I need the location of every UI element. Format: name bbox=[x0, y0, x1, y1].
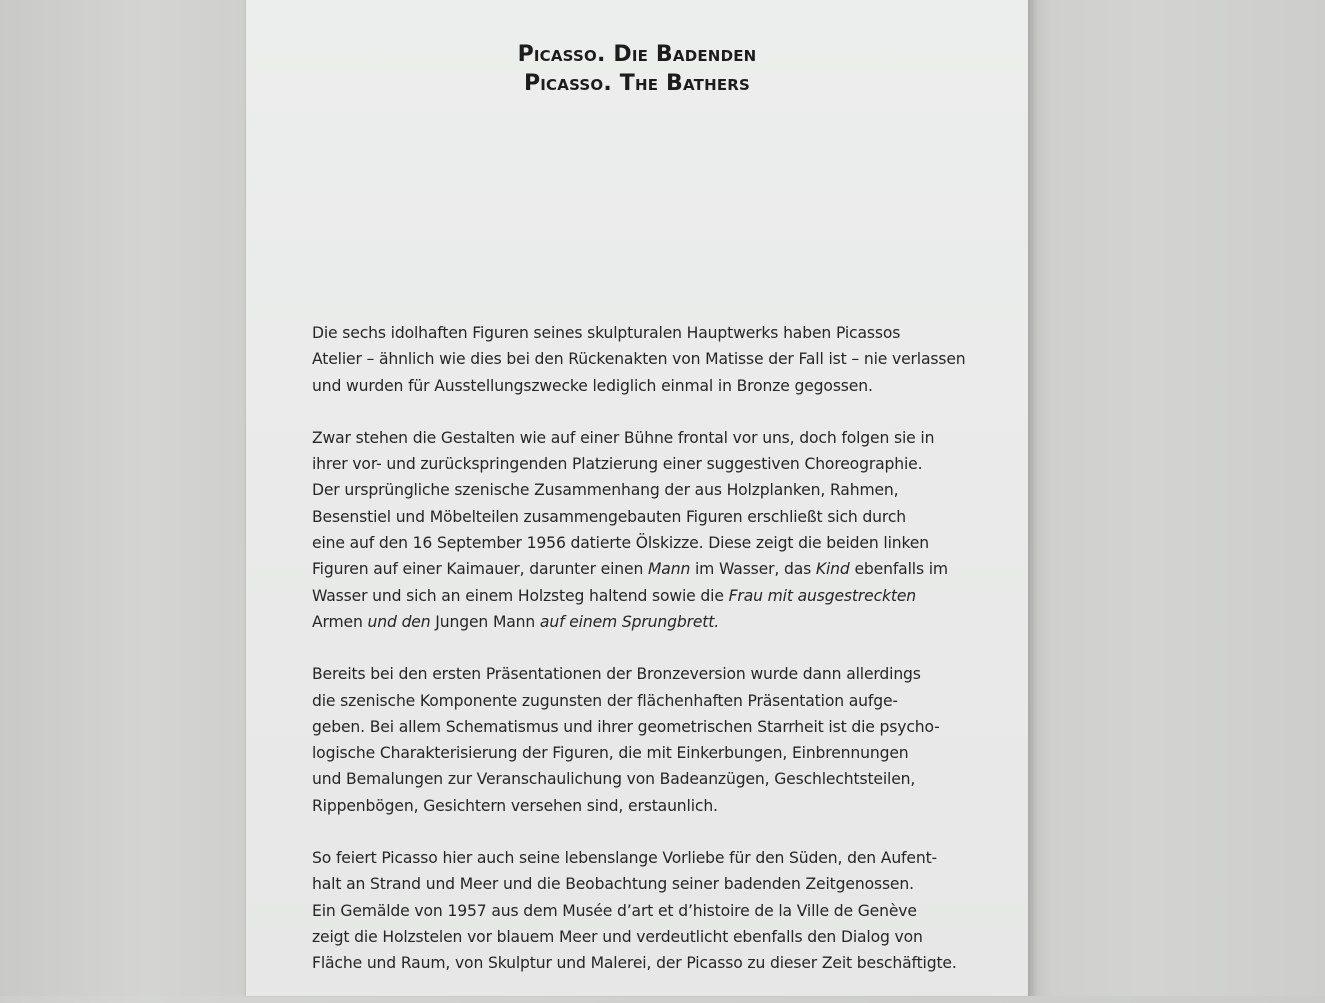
label-text-line bbox=[312, 793, 982, 819]
label-text-line bbox=[312, 661, 982, 687]
text-segment: die szenische Komponente zugunsten der flächenhaften Präsentation aufge- bbox=[312, 691, 898, 710]
label-text-line bbox=[312, 714, 982, 740]
wall-label-card bbox=[246, 0, 1028, 996]
text-segment: Armen bbox=[312, 612, 363, 631]
label-title-german: Picasso. Die Badenden bbox=[517, 42, 757, 67]
text-segment: Rippenbögen, Gesichtern versehen sind, erstaunlich. bbox=[312, 796, 718, 815]
text-segment: Bereits bei den ersten Präsentationen der Bronzeversion wurde dann allerdings bbox=[312, 665, 921, 684]
italic-text-segment: Frau mit ausgestreckten bbox=[728, 586, 917, 605]
gallery-wall-right bbox=[1028, 0, 1325, 996]
italic-text-segment: Mann bbox=[648, 560, 691, 579]
text-segment: So feiert Picasso hier auch seine lebenslange Vorliebe für den Süden, den Aufent- bbox=[312, 849, 938, 868]
label-text-line bbox=[312, 845, 982, 871]
text-segment: Zwar stehen die Gestalten wie auf einer Bühne frontal vor uns, doch folgen sie in bbox=[312, 428, 935, 447]
label-paragraph bbox=[312, 845, 982, 976]
label-text-line bbox=[312, 950, 982, 976]
text-segment: logische Charakterisierung der Figuren, die mit Einkerbungen, Einbrennungen bbox=[312, 744, 909, 763]
text-segment: Figuren auf einer Kaimauer, darunter einen bbox=[312, 560, 648, 579]
text-segment: Atelier – ähnlich wie dies bei den Rückenakten von Matisse der Fall ist – nie verlassen bbox=[312, 350, 966, 369]
text-segment: Fläche und Raum, von Skulptur und Malerei, der Picasso zu dieser Zeit beschäftigte. bbox=[312, 954, 957, 973]
label-body-text bbox=[312, 320, 982, 1003]
text-segment: eine auf den 16 September 1956 datierte Ölskizze. Diese zeigt die beiden linken bbox=[312, 534, 929, 553]
text-segment: Die sechs idolhaften Figuren seines skulpturalen Hauptwerks haben Picassos bbox=[312, 324, 901, 342]
label-text-line bbox=[312, 477, 982, 503]
text-segment: ebenfalls im bbox=[849, 560, 948, 579]
label-paragraph bbox=[312, 425, 982, 635]
label-text-line bbox=[312, 504, 982, 530]
text-segment: ihrer vor- und zurückspringenden Platzierung einer suggestiven Choreographie. bbox=[312, 455, 923, 474]
text-segment: halt an Strand und Meer und die Beobachtung seiner badenden Zeitgenossen. bbox=[312, 875, 914, 894]
gallery-wall-left bbox=[0, 0, 246, 996]
card-edge-shadow bbox=[1028, 0, 1038, 996]
label-title-english: Picasso. The Bathers bbox=[523, 71, 751, 96]
text-segment: Der ursprüngliche szenische Zusammenhang der aus Holzplanken, Rahmen, bbox=[312, 481, 899, 500]
text-segment: und wurden für Ausstellungszwecke lediglich einmal in Bronze gegossen. bbox=[312, 376, 873, 395]
label-text-line bbox=[312, 898, 982, 924]
italic-text-segment: und den bbox=[362, 612, 436, 631]
label-paragraph bbox=[312, 320, 982, 399]
label-text-line bbox=[312, 583, 982, 609]
label-text-line bbox=[312, 556, 982, 582]
italic-text-segment: auf einem Sprungbrett. bbox=[535, 612, 720, 631]
text-segment: zeigt die Holzstelen vor blauem Meer und verdeutlicht ebenfalls den Dialog von bbox=[312, 927, 923, 946]
label-text-line bbox=[312, 530, 982, 556]
label-text-line bbox=[312, 766, 982, 792]
text-segment: Wasser und sich an einem Holzsteg haltend sowie die bbox=[312, 586, 729, 605]
italic-text-segment: Kind bbox=[815, 560, 850, 579]
text-segment: Besenstiel und Möbelteilen zusammengebauten Figuren erschließt sich durch bbox=[312, 507, 906, 526]
label-text-line bbox=[312, 609, 982, 635]
label-text-line bbox=[312, 871, 982, 897]
text-segment: Jungen Mann bbox=[435, 612, 536, 631]
label-text-line bbox=[312, 451, 982, 477]
text-segment: und Bemalungen zur Veranschaulichung von Badeanzügen, Geschlechtsteilen, bbox=[312, 770, 916, 789]
label-text-line bbox=[312, 425, 982, 451]
text-segment: Ein Gemälde von 1957 aus dem Musée d’art et d’histoire de la Ville de Genève bbox=[312, 901, 917, 920]
label-text-line bbox=[312, 320, 982, 346]
label-paragraph bbox=[312, 661, 982, 819]
label-text-line bbox=[312, 373, 982, 399]
label-text-line bbox=[312, 346, 982, 372]
text-segment: geben. Bei allem Schematismus und ihrer geometrischen Starrheit ist die psycho- bbox=[312, 717, 940, 736]
label-text-line bbox=[312, 688, 982, 714]
text-segment: im Wasser, das bbox=[690, 560, 816, 579]
label-text-line bbox=[312, 740, 982, 766]
label-text-line bbox=[312, 924, 982, 950]
label-title-block bbox=[246, 40, 1028, 98]
